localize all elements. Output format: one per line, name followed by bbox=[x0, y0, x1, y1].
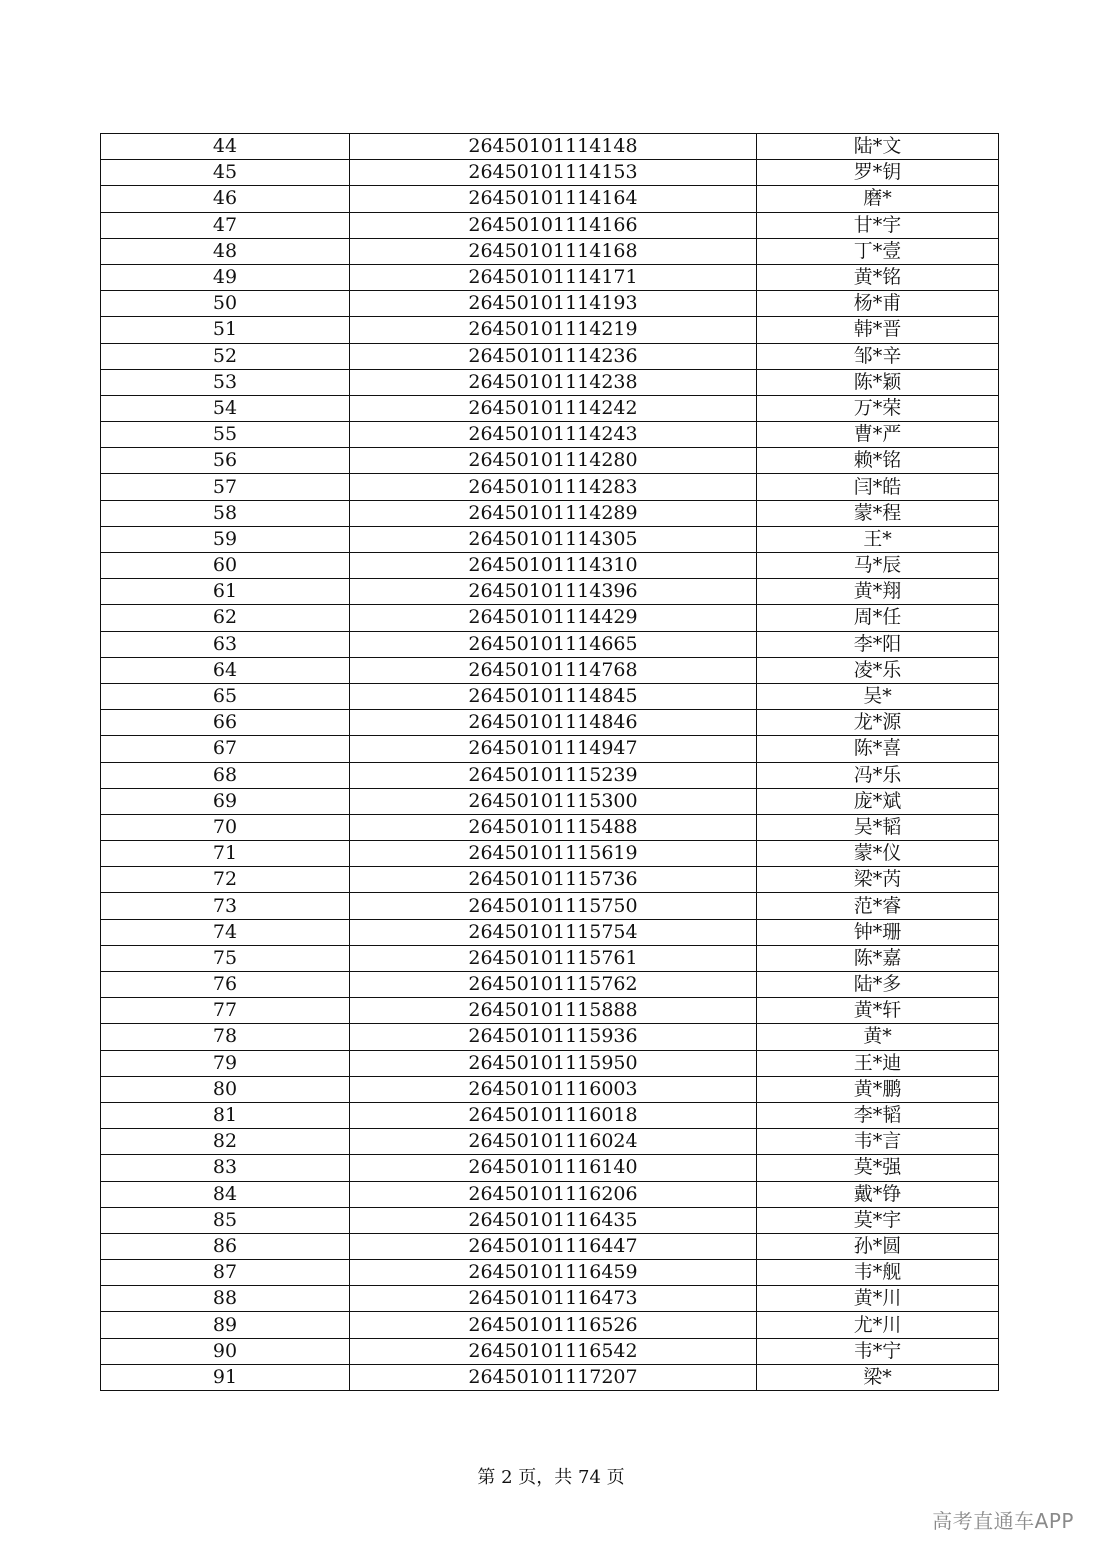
table-row bbox=[101, 317, 999, 343]
student-name-cell: 陈*喜 bbox=[757, 736, 999, 762]
exam-number-cell: 26450101115619 bbox=[350, 841, 757, 867]
exam-number-cell: 26450101114238 bbox=[350, 369, 757, 395]
exam-number-cell: 26450101114219 bbox=[350, 317, 757, 343]
table-row bbox=[101, 1207, 999, 1233]
student-name-cell: 钟*珊 bbox=[757, 919, 999, 945]
exam-number-cell: 26450101116459 bbox=[350, 1260, 757, 1286]
exam-number-cell: 26450101115950 bbox=[350, 1050, 757, 1076]
table-row bbox=[101, 919, 999, 945]
page-number: 第 2 页，共 74 页 bbox=[477, 1467, 625, 1488]
table-row bbox=[101, 553, 999, 579]
exam-number-cell: 26450101114193 bbox=[350, 291, 757, 317]
table-row bbox=[101, 395, 999, 421]
table-row bbox=[101, 1364, 999, 1390]
row-index-cell: 80 bbox=[101, 1076, 350, 1102]
student-name-cell: 韦*言 bbox=[757, 1129, 999, 1155]
student-name-cell: 邹*辛 bbox=[757, 343, 999, 369]
roster-table-body bbox=[101, 134, 999, 1391]
row-index-cell: 78 bbox=[101, 1024, 350, 1050]
student-name-cell: 孙*圆 bbox=[757, 1233, 999, 1259]
student-name-cell: 李*韬 bbox=[757, 1102, 999, 1128]
table-row bbox=[101, 526, 999, 552]
exam-number-cell: 26450101116003 bbox=[350, 1076, 757, 1102]
row-index-cell: 48 bbox=[101, 238, 350, 264]
exam-number-cell: 26450101114243 bbox=[350, 422, 757, 448]
row-index-cell: 47 bbox=[101, 212, 350, 238]
table-row bbox=[101, 291, 999, 317]
student-name-cell: 曹*严 bbox=[757, 422, 999, 448]
student-name-cell: 磨* bbox=[757, 186, 999, 212]
exam-number-cell: 26450101115736 bbox=[350, 867, 757, 893]
student-name-cell: 吴* bbox=[757, 683, 999, 709]
exam-number-cell: 26450101114164 bbox=[350, 186, 757, 212]
row-index-cell: 58 bbox=[101, 500, 350, 526]
table-row bbox=[101, 1129, 999, 1155]
row-index-cell: 81 bbox=[101, 1102, 350, 1128]
row-index-cell: 74 bbox=[101, 919, 350, 945]
table-row bbox=[101, 710, 999, 736]
student-name-cell: 黄*铭 bbox=[757, 264, 999, 290]
row-index-cell: 90 bbox=[101, 1338, 350, 1364]
watermark-logo: 高考直通车APP bbox=[932, 1509, 1074, 1533]
table-row bbox=[101, 1338, 999, 1364]
table-row bbox=[101, 1024, 999, 1050]
table-row bbox=[101, 212, 999, 238]
table-row bbox=[101, 762, 999, 788]
row-index-cell: 51 bbox=[101, 317, 350, 343]
exam-number-cell: 26450101114846 bbox=[350, 710, 757, 736]
table-row bbox=[101, 238, 999, 264]
exam-number-cell: 26450101115754 bbox=[350, 919, 757, 945]
table-row bbox=[101, 1076, 999, 1102]
student-name-cell: 陆*多 bbox=[757, 972, 999, 998]
student-name-cell: 凌*乐 bbox=[757, 657, 999, 683]
table-row bbox=[101, 683, 999, 709]
student-name-cell: 戴*铮 bbox=[757, 1181, 999, 1207]
table-row bbox=[101, 186, 999, 212]
row-index-cell: 60 bbox=[101, 553, 350, 579]
row-index-cell: 79 bbox=[101, 1050, 350, 1076]
student-name-cell: 王* bbox=[757, 526, 999, 552]
student-name-cell: 黄*翔 bbox=[757, 579, 999, 605]
student-name-cell: 陈*颖 bbox=[757, 369, 999, 395]
row-index-cell: 67 bbox=[101, 736, 350, 762]
exam-number-cell: 26450101114242 bbox=[350, 395, 757, 421]
exam-number-cell: 26450101114289 bbox=[350, 500, 757, 526]
row-index-cell: 91 bbox=[101, 1364, 350, 1390]
table-row bbox=[101, 1102, 999, 1128]
student-name-cell: 丁*壹 bbox=[757, 238, 999, 264]
exam-number-cell: 26450101115300 bbox=[350, 788, 757, 814]
student-name-cell: 吴*韬 bbox=[757, 814, 999, 840]
row-index-cell: 63 bbox=[101, 631, 350, 657]
row-index-cell: 52 bbox=[101, 343, 350, 369]
student-name-cell: 赖*铭 bbox=[757, 448, 999, 474]
table-row bbox=[101, 814, 999, 840]
student-name-cell: 罗*钥 bbox=[757, 160, 999, 186]
row-index-cell: 56 bbox=[101, 448, 350, 474]
table-row bbox=[101, 474, 999, 500]
row-index-cell: 77 bbox=[101, 998, 350, 1024]
student-name-cell: 黄*川 bbox=[757, 1286, 999, 1312]
exam-number-cell: 26450101114845 bbox=[350, 683, 757, 709]
exam-number-cell: 26450101116206 bbox=[350, 1181, 757, 1207]
table-row bbox=[101, 1260, 999, 1286]
row-index-cell: 89 bbox=[101, 1312, 350, 1338]
row-index-cell: 84 bbox=[101, 1181, 350, 1207]
student-name-cell: 韦*舰 bbox=[757, 1260, 999, 1286]
exam-number-cell: 26450101116018 bbox=[350, 1102, 757, 1128]
table-row bbox=[101, 1312, 999, 1338]
row-index-cell: 68 bbox=[101, 762, 350, 788]
student-name-cell: 莫*强 bbox=[757, 1155, 999, 1181]
exam-number-cell: 26450101115488 bbox=[350, 814, 757, 840]
student-name-cell: 尤*川 bbox=[757, 1312, 999, 1338]
exam-number-cell: 26450101114396 bbox=[350, 579, 757, 605]
table-row bbox=[101, 500, 999, 526]
exam-number-cell: 26450101114665 bbox=[350, 631, 757, 657]
exam-number-cell: 26450101115888 bbox=[350, 998, 757, 1024]
student-name-cell: 黄*轩 bbox=[757, 998, 999, 1024]
row-index-cell: 86 bbox=[101, 1233, 350, 1259]
table-row bbox=[101, 1286, 999, 1312]
student-name-cell: 万*荣 bbox=[757, 395, 999, 421]
row-index-cell: 46 bbox=[101, 186, 350, 212]
exam-number-cell: 26450101116140 bbox=[350, 1155, 757, 1181]
exam-number-cell: 26450101114305 bbox=[350, 526, 757, 552]
exam-number-cell: 26450101115936 bbox=[350, 1024, 757, 1050]
table-row bbox=[101, 605, 999, 631]
exam-number-cell: 26450101116447 bbox=[350, 1233, 757, 1259]
student-name-cell: 范*睿 bbox=[757, 893, 999, 919]
exam-number-cell: 26450101114171 bbox=[350, 264, 757, 290]
row-index-cell: 85 bbox=[101, 1207, 350, 1233]
roster-table bbox=[100, 133, 999, 1391]
table-row bbox=[101, 160, 999, 186]
row-index-cell: 83 bbox=[101, 1155, 350, 1181]
table-row bbox=[101, 841, 999, 867]
table-row bbox=[101, 998, 999, 1024]
table-row bbox=[101, 422, 999, 448]
exam-number-cell: 26450101114283 bbox=[350, 474, 757, 500]
student-name-cell: 梁*芮 bbox=[757, 867, 999, 893]
table-row bbox=[101, 1181, 999, 1207]
row-index-cell: 44 bbox=[101, 134, 350, 160]
student-name-cell: 陆*文 bbox=[757, 134, 999, 160]
table-row bbox=[101, 631, 999, 657]
exam-number-cell: 26450101114280 bbox=[350, 448, 757, 474]
exam-number-cell: 26450101116542 bbox=[350, 1338, 757, 1364]
table-row bbox=[101, 1233, 999, 1259]
table-row bbox=[101, 134, 999, 160]
student-name-cell: 韦*宁 bbox=[757, 1338, 999, 1364]
student-name-cell: 蒙*仪 bbox=[757, 841, 999, 867]
exam-number-cell: 26450101114148 bbox=[350, 134, 757, 160]
exam-number-cell: 26450101115761 bbox=[350, 945, 757, 971]
row-index-cell: 45 bbox=[101, 160, 350, 186]
row-index-cell: 53 bbox=[101, 369, 350, 395]
exam-number-cell: 26450101117207 bbox=[350, 1364, 757, 1390]
exam-number-cell: 26450101116526 bbox=[350, 1312, 757, 1338]
row-index-cell: 72 bbox=[101, 867, 350, 893]
row-index-cell: 50 bbox=[101, 291, 350, 317]
exam-number-cell: 26450101114166 bbox=[350, 212, 757, 238]
exam-number-cell: 26450101116024 bbox=[350, 1129, 757, 1155]
row-index-cell: 76 bbox=[101, 972, 350, 998]
exam-number-cell: 26450101116473 bbox=[350, 1286, 757, 1312]
row-index-cell: 54 bbox=[101, 395, 350, 421]
exam-number-cell: 26450101115750 bbox=[350, 893, 757, 919]
table-row bbox=[101, 369, 999, 395]
student-name-cell: 庞*斌 bbox=[757, 788, 999, 814]
table-row bbox=[101, 1155, 999, 1181]
row-index-cell: 61 bbox=[101, 579, 350, 605]
row-index-cell: 73 bbox=[101, 893, 350, 919]
row-index-cell: 64 bbox=[101, 657, 350, 683]
row-index-cell: 70 bbox=[101, 814, 350, 840]
student-name-cell: 黄*鹏 bbox=[757, 1076, 999, 1102]
exam-number-cell: 26450101114153 bbox=[350, 160, 757, 186]
table-row bbox=[101, 972, 999, 998]
exam-number-cell: 26450101114947 bbox=[350, 736, 757, 762]
table-row bbox=[101, 867, 999, 893]
student-name-cell: 王*迪 bbox=[757, 1050, 999, 1076]
table-row bbox=[101, 448, 999, 474]
row-index-cell: 55 bbox=[101, 422, 350, 448]
row-index-cell: 69 bbox=[101, 788, 350, 814]
student-name-cell: 甘*宇 bbox=[757, 212, 999, 238]
student-name-cell: 冯*乐 bbox=[757, 762, 999, 788]
student-name-cell: 周*任 bbox=[757, 605, 999, 631]
table-row bbox=[101, 945, 999, 971]
row-index-cell: 75 bbox=[101, 945, 350, 971]
exam-number-cell: 26450101115239 bbox=[350, 762, 757, 788]
table-row bbox=[101, 343, 999, 369]
exam-number-cell: 26450101114768 bbox=[350, 657, 757, 683]
row-index-cell: 62 bbox=[101, 605, 350, 631]
student-name-cell: 闫*皓 bbox=[757, 474, 999, 500]
table-row bbox=[101, 893, 999, 919]
exam-number-cell: 26450101116435 bbox=[350, 1207, 757, 1233]
student-name-cell: 李*阳 bbox=[757, 631, 999, 657]
row-index-cell: 66 bbox=[101, 710, 350, 736]
row-index-cell: 57 bbox=[101, 474, 350, 500]
exam-number-cell: 26450101115762 bbox=[350, 972, 757, 998]
exam-number-cell: 26450101114168 bbox=[350, 238, 757, 264]
table-row bbox=[101, 579, 999, 605]
student-name-cell: 龙*源 bbox=[757, 710, 999, 736]
row-index-cell: 88 bbox=[101, 1286, 350, 1312]
student-name-cell: 梁* bbox=[757, 1364, 999, 1390]
table-row bbox=[101, 736, 999, 762]
student-name-cell: 杨*甫 bbox=[757, 291, 999, 317]
exam-number-cell: 26450101114429 bbox=[350, 605, 757, 631]
row-index-cell: 49 bbox=[101, 264, 350, 290]
row-index-cell: 65 bbox=[101, 683, 350, 709]
row-index-cell: 59 bbox=[101, 526, 350, 552]
student-name-cell: 蒙*程 bbox=[757, 500, 999, 526]
row-index-cell: 82 bbox=[101, 1129, 350, 1155]
table-row bbox=[101, 657, 999, 683]
table-row bbox=[101, 1050, 999, 1076]
student-name-cell: 陈*嘉 bbox=[757, 945, 999, 971]
student-name-cell: 马*辰 bbox=[757, 553, 999, 579]
table-row bbox=[101, 788, 999, 814]
exam-number-cell: 26450101114236 bbox=[350, 343, 757, 369]
student-name-cell: 黄* bbox=[757, 1024, 999, 1050]
table-row bbox=[101, 264, 999, 290]
row-index-cell: 71 bbox=[101, 841, 350, 867]
student-name-cell: 韩*晋 bbox=[757, 317, 999, 343]
student-name-cell: 莫*宇 bbox=[757, 1207, 999, 1233]
row-index-cell: 87 bbox=[101, 1260, 350, 1286]
exam-number-cell: 26450101114310 bbox=[350, 553, 757, 579]
